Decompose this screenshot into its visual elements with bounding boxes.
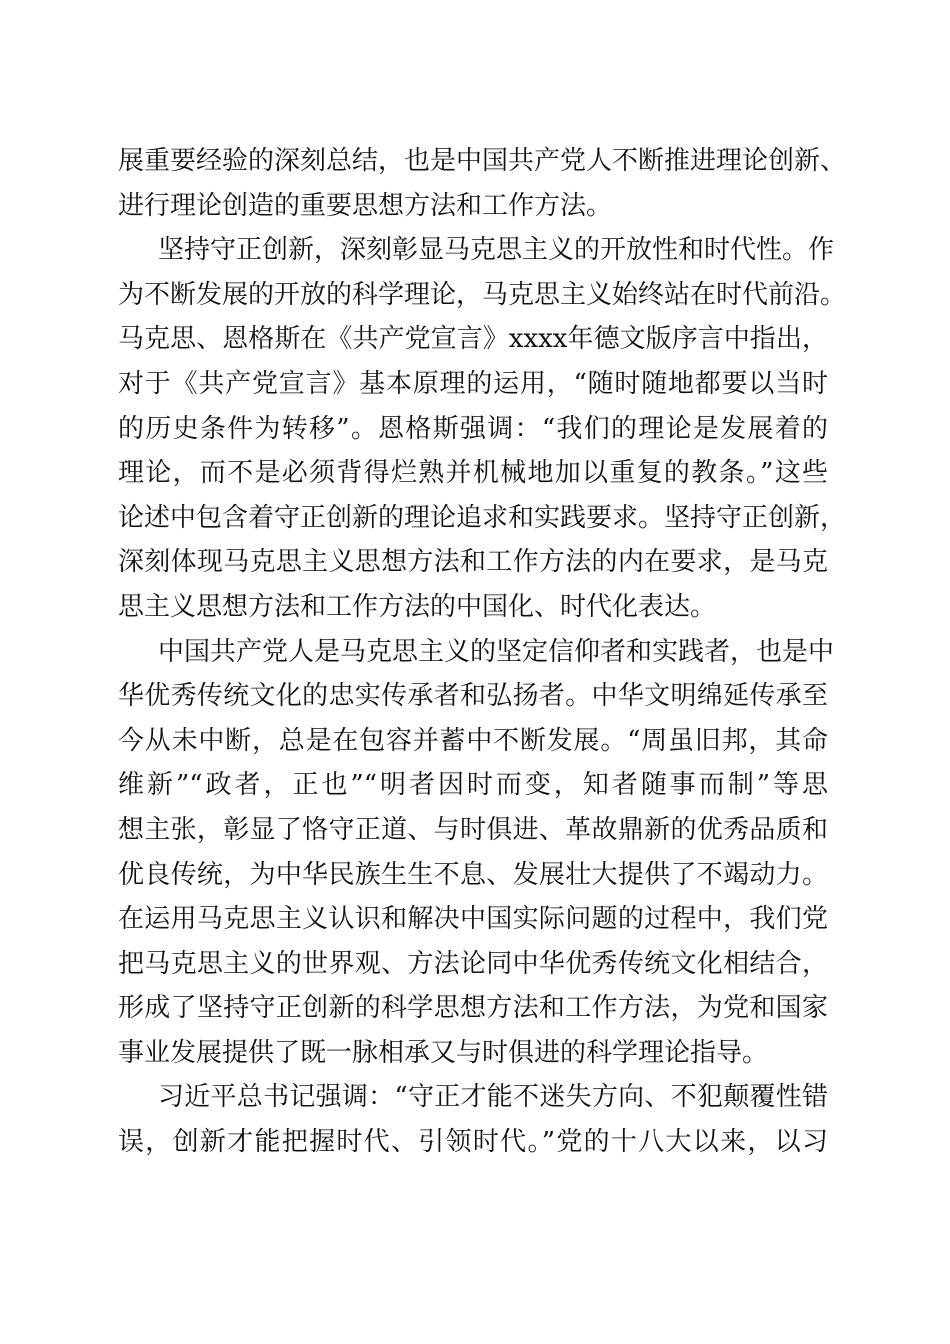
- text-line: 形成了坚持守正创新的科学思想方法和工作方法，为党和国家: [118, 993, 828, 1024]
- text-line: 思主义思想方法和工作方法的中国化、时代化表达。: [118, 591, 717, 622]
- text-line: 对于《共产党宣言》基本原理的运用，“随时随地都要以当时: [118, 368, 828, 399]
- text-line: 中国共产党人是马克思主义的坚定信仰者和实践者，也是中: [158, 636, 835, 667]
- text-line: 今从未中断，总是在包容并蓄中不断发展。“周虽旧邦，其命: [118, 725, 828, 756]
- text-line: 误，创新才能把握时代、引领时代。”党的十八大以来，以习: [118, 1127, 828, 1158]
- text-line: 华优秀传统文化的忠实传承者和弘扬者。中华文明绵延传承至: [118, 681, 828, 712]
- text-line: 的历史条件为转移”。恩格斯强调：“我们的理论是发展着的: [118, 413, 828, 444]
- text-line: 深刻体现马克思主义思想方法和工作方法的内在要求，是马克: [118, 547, 828, 578]
- text-line: 论述中包含着守正创新的理论追求和实践要求。坚持守正创新，: [118, 502, 847, 533]
- text-line: 理论，而不是必须背得烂熟并机械地加以重复的教条。”这些: [118, 458, 828, 489]
- text-line: 把马克思主义的世界观、方法论同中华优秀传统文化相结合，: [118, 948, 828, 979]
- text-line: 习近平总书记强调：“守正才能不迷失方向、不犯颠覆性错: [158, 1082, 828, 1113]
- text-line: 事业发展提供了既一脉相承又与时俱进的科学理论指导。: [118, 1037, 769, 1068]
- text-line: 优良传统，为中华民族生生不息、发展壮大提供了不竭动力。: [118, 859, 828, 890]
- text-line: 维新”“政者，正也”“明者因时而变，知者随事而制”等思: [118, 770, 828, 801]
- text-line: 为不断发展的开放的科学理论，马克思主义始终站在时代前沿。: [118, 279, 847, 310]
- text-line: 马克思、恩格斯在《共产党宣言》xxxx年德文版序言中指出，: [118, 324, 828, 355]
- document-body: [118, 139, 847, 1165]
- text-line: 在运用马克思主义认识和解决中国实际问题的过程中，我们党: [118, 904, 828, 935]
- text-line: 进行理论创造的重要思想方法和工作方法。: [118, 190, 613, 221]
- text-line: 展重要经验的深刻总结，也是中国共产党人不断推进理论创新、: [118, 146, 847, 176]
- text-line: 想主张，彰显了恪守正道、与时俱进、革故鼎新的优秀品质和: [118, 814, 828, 845]
- text-line: 坚持守正创新，深刻彰显马克思主义的开放性和时代性。作: [158, 235, 835, 266]
